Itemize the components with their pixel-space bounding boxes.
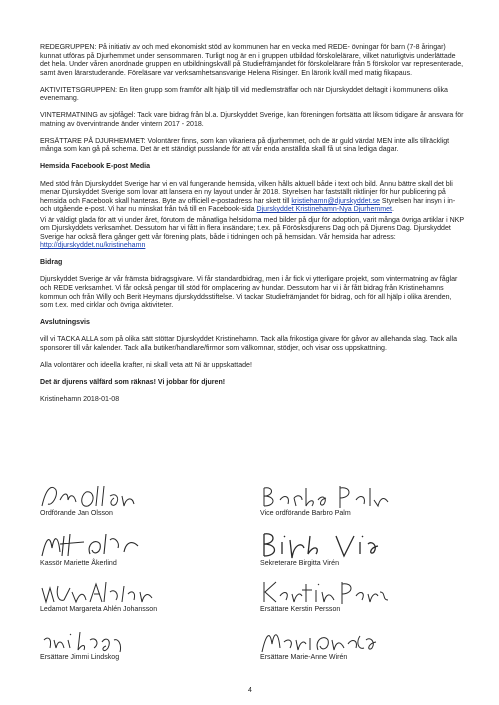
aktivitetsgruppen-paragraph: AKTIVITETSGRUPPEN: En liten grupp som framför allt hjälp till vid medlemsträffar och när Djurskyddet deltagit i kommunens olika evenemang. [40,86,448,103]
ersattare-paragraph: ERSÄTTARE PÅ DJURHEMMET: Volontärer finns, som kan vikariera på djurhemmet, och de är guld värda! MEN inte alls tillräckligt många som kan gå på schema. Det är ett ständigt pusslande för att vår enda anställda skall få ut sina lediga dagar. [40,137,450,154]
signer-role: Ersättare Kerstin Persson [260,606,341,613]
volunteer-thanks: Alla volontärer och ideella krafter, ni skall veta att Ni är uppskattade! [40,361,252,369]
signature-jan-olsson [40,482,240,522]
signature-jimmi-lindskog [40,626,240,666]
page-number: 4 [248,687,252,694]
signature-barbro-palm [260,482,470,522]
handwritten-signature [260,626,390,656]
email-link[interactable]: kristiehamn@djurskyddet.se [291,197,380,205]
signer-role: Ordförande Jan Olsson [40,510,113,517]
handwritten-signature [40,530,160,560]
section-heading-avslutning: Avslutningsvis [40,319,90,327]
avslutning-paragraph: vill vi TACKA ALLA som på olika sätt stöttar Djurskyddet Kristinehamn. Tack alla frikostiga givare för gåvor av allehanda slag. Tack alla sponsorer till vår kalender. Tack alla butiker/handlare/firmor som välkomnar, stödjer, och visar oss uppskattning. [40,336,458,352]
handwritten-signature [40,482,160,512]
signature-kerstin-persson [260,578,470,618]
signer-role: Ersättare Jimmi Lindskog [40,654,120,661]
bidrag-paragraph: Djurskyddet Sverige är vår främsta bidragsgivare. Vi får standardbidrag, men i år fick vi ytterligare projekt, som vintermatning av fåglar och REDE verksamhet. Vi får också pengar till stöd för omplacering av hundar. Dessutom har vi i år fått bidrag från Kristinehamns kommun och från Willy och Berit Heymans djurskyddsstiftelse. Vi tackar Studiefrämjandet för bidrag, och för all hjälp i olika ärenden, som t.ex. med cirklar och övriga aktiviteter. [40,276,458,310]
section-heading-media: Hemsida Facebook E-post Media [40,163,151,171]
signer-role: Ersättare Marie-Anne Wirén [260,654,348,661]
media-paragraph-1: Med stöd från Djurskyddet Sverige har vi en väl fungerande hemsida, vilken hålls aktuell både i text och bild. Ännu bättre skall det bli menar Djurskyddet Sverige som lovar att lansera en ny layout under år 2018. Styrelsen har fastställt riktlinjer för hur publicering på hemsida och Facebook skall hanteras. Byte av officiell e-postadress har skett till kristiehamn@djurskyddet.se Styrelsen har insyn i in- och utgående e-post. Vi har nu minskat från två till en Facebook-sida Djurskyddet Kristinehamn-Nya Djurhemmet. [40,180,456,214]
signer-role: Sekreterare Birgitta Virén [260,560,339,567]
signer-role: Vice ordförande Barbro Palm [260,510,351,517]
signature-mariette-akerlind [40,530,240,570]
report-body [40,44,466,413]
signature-margareta-ahlen [40,578,240,618]
website-link[interactable]: http://djurskyddet.nu/kristinehamn [40,242,146,250]
place-date: Kristinehamn 2018-01-08 [40,395,120,403]
handwritten-signature [260,482,390,512]
redegruppen-paragraph: REDEGRUPPEN: På initiativ av och med ekonomiskt stöd av kommunen har en vecka med REDE- övningar för barn (7-8 åringar) kunnat utföras på Djurhemmet under sensommaren. Turligt nog är en i gruppen utbildad förskolelärare, vilket naturligtvis underlättade det hela. Under våren anordnade gruppen en utbildningskväll på Studiefrämjandet för förskolelärare från 5 förskolor var representerade, samt även lärarstuderande. Föreläsare var verksamhetsansvarige Helena Risinger. En lärorik kväll med matig fikapaus. [40,44,464,77]
signature-marie-anne-wiren [260,626,470,666]
signer-role: Kassör Mariette Åkerlind [40,560,117,567]
handwritten-signature [260,578,390,608]
media-paragraph-2: Vi är väldigt glada för att vi under året, förutom de månatliga helsidorna med bilder på djur för adoption, varit många övriga artiklar i NKP om Djurskyddets verksamhet. Dessutom har vi fått in flera insändare; t.ex. på Förösksdjurens Dag och på Djurens Dag. Djurskyddet Sverige har också flera gånger gett vår förening plats, både i tidningen och på hemsidan. Vår hemsida har adress: http://djurskyddet.nu/kristinehamn [40,216,464,250]
signer-role: Ledamot Margareta Ahlén Johansson [40,606,158,613]
handwritten-signature [40,578,170,608]
section-heading-bidrag: Bidrag [40,259,63,267]
facebook-page-link[interactable]: Djurskyddet Kristinehamn-Nya Djurhemmet [256,206,393,214]
closing-motto: Det är djurens välfärd som räknas! Vi jobbar för djuren! [40,378,226,386]
signature-block [40,482,470,682]
handwritten-signature [40,626,150,656]
handwritten-signature [260,530,390,560]
signature-birgitta-viren [260,530,470,570]
vintermatning-paragraph: VINTERMATNING av sjöfågel: Tack vare bidrag från bl.a. Djurskyddet Sverige, kan föreningen fortsätta att liksom tidigare år ansvara för matning av övervintrande änder vintern 2017 - 2018. [40,112,464,128]
